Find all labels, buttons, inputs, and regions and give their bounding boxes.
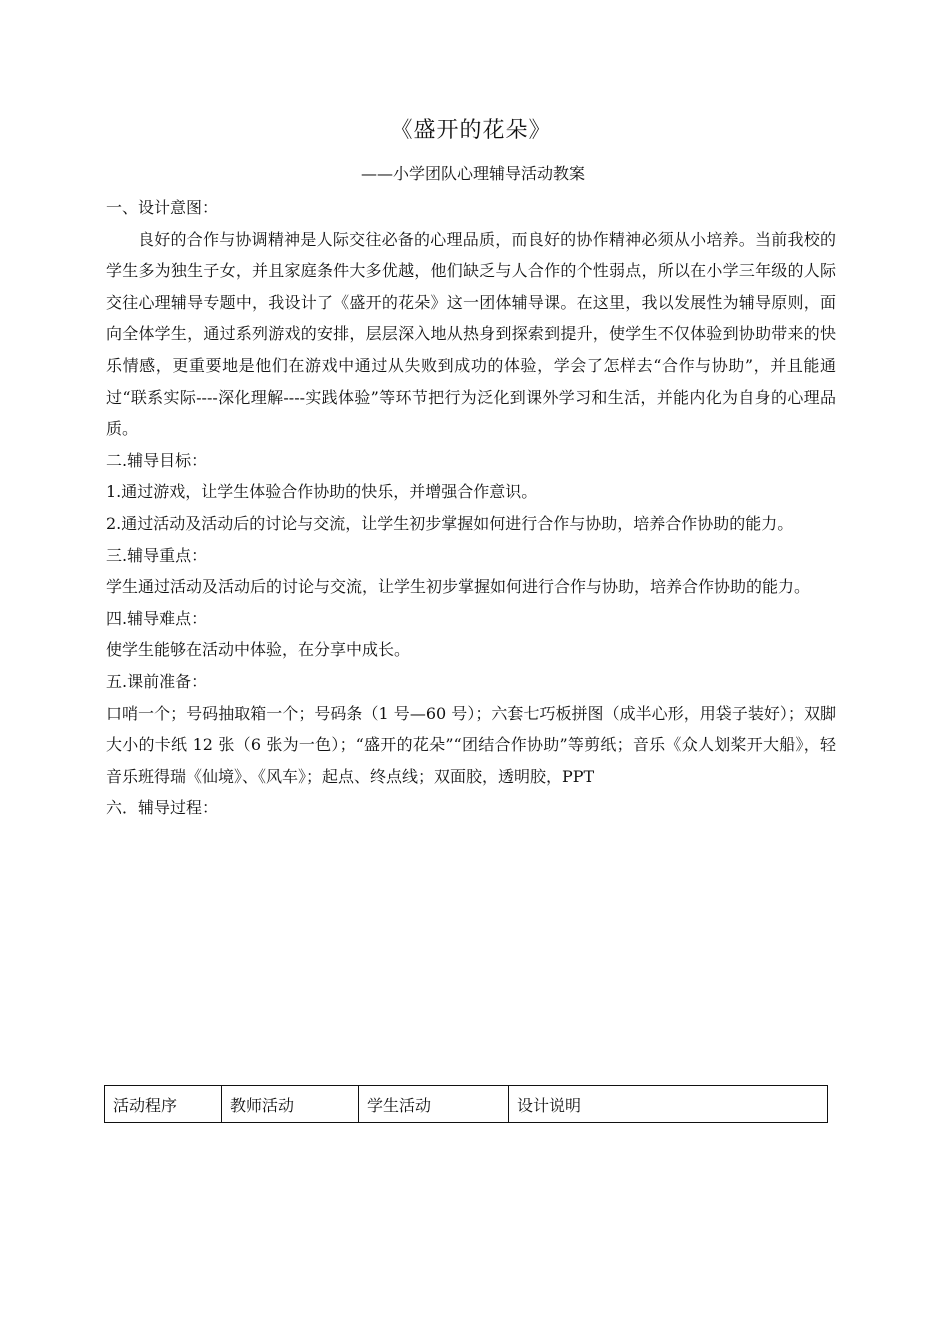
table-header-cell: 教师活动: [222, 1086, 359, 1123]
process-table: [104, 1085, 828, 1123]
table-header-cell: 设计说明: [509, 1086, 828, 1123]
document-body: [106, 192, 836, 824]
table-header-cell: 活动程序: [105, 1086, 222, 1123]
table-header-cell: 学生活动: [359, 1086, 509, 1123]
table-header-row: [105, 1086, 828, 1123]
preparation-paragraph: 口哨一个；号码抽取箱一个；号码条（1 号—60 号）；六套七巧板拼图（成半心形，用袋子装好）；双脚大小的卡纸 12 张（6 张为一色）；“盛开的花朵”“团结合作协助”等剪纸；音乐《众人划桨开大船》，轻音乐班得瑞《仙境》、《风车》；起点、终点线；双面胶，透明胶，PPT: [106, 703, 836, 786]
document-subtitle: ——小学团队心理辅导活动教案: [360, 164, 585, 183]
section-heading-difficulties: 四.辅导难点：: [106, 608, 208, 628]
section-heading-design-intent: 一、设计意图：: [106, 198, 219, 217]
design-intent-paragraph: 良好的合作与协调精神是人际交往必备的心理品质，而良好的协作精神必须从小培养。当前我校的学生多为独生子女，并且家庭条件大多优越，他们缺乏与人合作的个性弱点，所以在小学三年级的人际交往心理辅导专题中，我设计了《盛开的花朵》这一团体辅导课。在这里，我以发展性为辅导原则，面向全体学生，通过系列游戏的安排，层层深入地从热身到探索到提升，使学生不仅体验到协助带来的快乐情感，更重要地是他们在游戏中通过从失败到成功的体验，学会了怎样去“合作与协助”，并且能通过“联系实际----深化理解----实践体验”等环节把行为泛化到课外学习和生活，并能内化为自身的心理品质。: [106, 229, 836, 439]
section-heading-process: 六．辅导过程：: [106, 798, 219, 818]
document-title: 《盛开的花朵》: [390, 118, 552, 143]
section-heading-key-points: 三.辅导重点：: [106, 545, 208, 565]
section-heading-preparation: 五.课前准备：: [106, 671, 208, 691]
goal-item-2: 2.通过活动及活动后的讨论与交流，让学生初步掌握如何进行合作与协助，培养合作协助的能力。: [106, 513, 794, 533]
key-points-paragraph: 学生通过活动及活动后的讨论与交流，让学生初步掌握如何进行合作与协助，培养合作协助的能力。: [106, 577, 811, 597]
goal-item-1: 1.通过游戏，让学生体验合作协助的快乐，并增强合作意识。: [106, 482, 538, 502]
section-heading-goals: 二.辅导目标：: [106, 450, 208, 470]
difficulties-paragraph: 使学生能够在活动中体验，在分享中成长。: [106, 640, 411, 660]
